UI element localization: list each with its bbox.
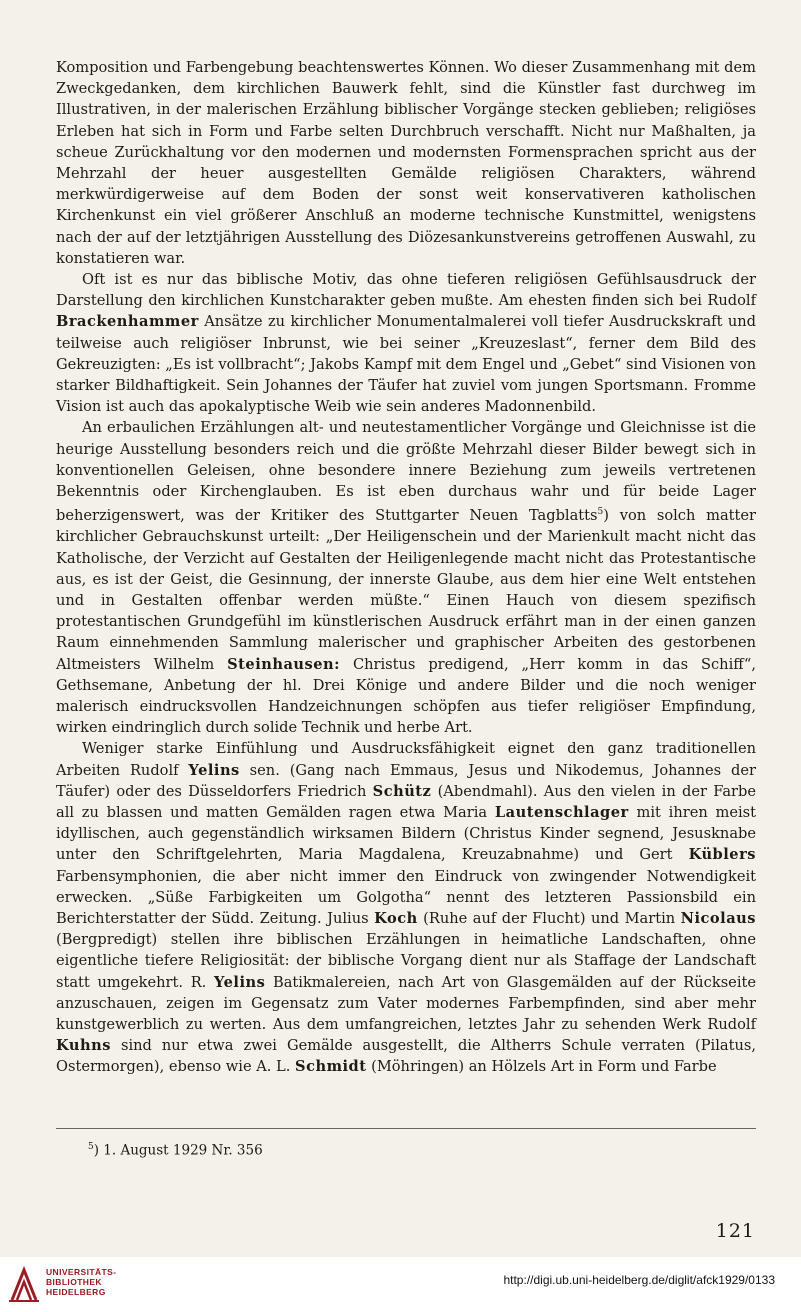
artist-name: Küblers <box>688 846 756 864</box>
footnote-ref: 5 <box>597 507 604 518</box>
main-text <box>56 57 756 1078</box>
text-run: An erbaulichen Erzählungen alt- und neutestamentlicher Vorgänge und Gleichnisse ist die heurige Ausstellung besonders reich und die größte Mehrzahl dieser Bilder bewegt sich in konventionellen Geleisen, ohne besondere innere Beziehung zum jeweils vertretenen Bekenntnis oder Kirchenglauben. Es ist eben durchaus wahr und für beide Lager beherzigenswert, was der Kritiker des Stuttgarter Neuen Tagblatts <box>56 419 756 525</box>
text-run: sind nur etwa zwei Gemälde ausgestellt, die Altherrs Schule verraten (Pilatus, Ostermorgen), ebenso wie A. L. <box>56 1037 756 1076</box>
library-logo-icon <box>6 1266 42 1304</box>
text-run: Oft ist es nur das biblische Motiv, das ohne tieferen religiösen Gefühlsausdruck der Darstellung den kirchlichen Kunstcharakter geben mußte. Am ehesten finden sich bei Rudolf <box>56 271 756 310</box>
page-number: 121 <box>715 1220 755 1242</box>
library-line: UNIVERSITÄTS- <box>46 1267 117 1277</box>
artist-name: Nicolaus <box>680 909 756 927</box>
library-name <box>46 1267 116 1297</box>
paragraph <box>56 269 756 417</box>
artist-name: Kuhns <box>56 1037 111 1055</box>
footnote <box>88 1138 263 1160</box>
text-run: Farbensymphonien, die aber nicht immer den Eindruck von zwingender Notwendigkeit erwecken. „Süße Farbigkeiten um Golgotha“ nennt des letzteren Passionsbild ein Berichterstatter der Südd. Zeitung. Julius <box>56 867 756 927</box>
text-run: (Abendmahl). Aus den vielen in der Farbe all zu blassen und matten Gemälden ragen etwa Maria <box>56 782 757 821</box>
text-run: sen. (Gang nach Emmaus, Jesus und Nikodemus, Johannes der Täufer) oder des Düsseldorfers Friedrich <box>56 761 756 800</box>
text-run: Komposition und Farbengebung beachtenswertes Können. Wo dieser Zusammenhang mit dem Zweckgedanken, dem kirchlichen Bauwerk fehlt, sind die Künstler fast durchweg im Illustrativen, in der malerischen Erzählung biblischer Vorgänge stecken geblieben; religiöses Erleben hat sich in Form und Farbe selten Durchbruch verschafft. Nicht nur Maßhalten, ja scheue Zurückhaltung vor den modernen und modernsten Formensprachen spricht aus der Mehrzahl der heuer ausgestellten Gemälde religiösen Charakters, während merkwürdigerweise auf dem Boden der sonst weit konservativeren katholischen Kirchenkunst ein viel größerer Anschluß an moderne technische Kunstmittel, wenigstens nach der auf der letztjährigen Ausstellung des Diözesankunstvereins getroffenen Auswahl, zu konstatieren war. <box>56 59 756 267</box>
artist-name: Yelins <box>213 973 266 991</box>
footnote-mark: 5 <box>88 1142 94 1152</box>
paragraph <box>56 417 756 738</box>
paragraph <box>56 57 756 269</box>
artist-name: Lautenschlager <box>494 803 629 821</box>
text-run: ) von solch matter kirchlicher Gebrauchskunst urteilt: „Der Heiligenschein und der Marienkult macht nicht das Katholische, der Verzicht auf Gestalten der Heiligenlegende macht nicht das Protestantische aus, es ist der Geist, die Gesinnung, der innerste Glaube, aus dem hier eine Welt entstehen und in Gestalten offenbar werden müßte.“ Einen Hauch von diesem spezifisch protestantischen Grundgefühl im künstlerischen Ausdruck erfährt man in der einen ganzen Raum einnehmenden Sammlung malerischer und graphischer Arbeiten des gestorbenen Altmeisters Wilhelm <box>56 507 756 673</box>
artist-name: Yelins <box>188 761 240 779</box>
text-run: Weniger starke Einfühlung und Ausdrucksfähigkeit eignet den ganz traditionellen Arbeiten Rudolf <box>56 740 756 779</box>
source-url[interactable]: http://digi.ub.uni-heidelberg.de/diglit/afck1929/0133 <box>503 1273 775 1287</box>
footnote-text: ) 1. August 1929 Nr. 356 <box>93 1142 263 1159</box>
library-line: HEIDELBERG <box>46 1287 106 1297</box>
artist-name: Schmidt <box>295 1058 367 1076</box>
text-run: (Bergpredigt) stellen ihre biblischen Erzählungen in heimatliche Landschaften, ohne eigentliche tiefere Religiosität: der biblische Vorgang dient nur als Staffage der Landschaft statt umgekehrt. R. <box>56 931 756 991</box>
artist-name: Steinhausen: <box>227 655 341 673</box>
library-line: BIBLIOTHEK <box>46 1277 102 1287</box>
artist-name: Koch <box>374 909 418 927</box>
paragraph <box>56 738 756 1077</box>
text-run: (Möhringen) an Hölzels Art in Form und Farbe <box>366 1058 717 1076</box>
text-run: (Ruhe auf der Flucht) und Martin <box>417 909 681 927</box>
text-run: Christus predigend, „Herr komm in das Schiff“, Gethsemane, Anbetung der hl. Drei Könige und andere Bilder und die noch weniger malerisch eindrucksvollen Handzeichnungen schöpfen aus tiefer religiöser Empfindung, wirken eindringlich durch solide Technik und herbe Art. <box>56 655 756 737</box>
text-run: Ansätze zu kirchlicher Monumentalmalerei voll tiefer Ausdruckskraft und teilweise auch religiöser Inbrunst, wie bei seiner „Kreuzeslast“, ferner dem Bild des Gekreuzigten: „Es ist vollbracht“; Jakobs Kampf mit dem Engel und „Gebet“ sind Visionen von starker Bildhaftigkeit. Sein Johannes der Täufer hat zuviel vom jungen Sportsmann. Fromme Vision ist auch das apokalyptische Weib wie sein anderes Madonnenbild. <box>56 313 756 416</box>
text-run: Batikmalereien, nach Art von Glasgemälden auf der Rückseite anzuschauen, zeigen im Gegensatz zum Vater modernes Farbempfinden, sind aber mehr kunstgewerblich zu werten. Aus dem umfangreichen, letztes Jahr zu sehenden Werk Rudolf <box>56 973 756 1033</box>
artist-name: Schütz <box>372 782 432 800</box>
footnote-divider <box>56 1128 756 1129</box>
text-run: mit ihren meist idyllischen, auch gegenständlich wirksamen Bildern (Christus Kinder segnend, Jesusknabe unter den Schriftgelehrten, Maria Magdalena, Kreuzabnahme) und Gert <box>56 803 756 864</box>
artist-name: Brackenhammer <box>56 313 199 331</box>
